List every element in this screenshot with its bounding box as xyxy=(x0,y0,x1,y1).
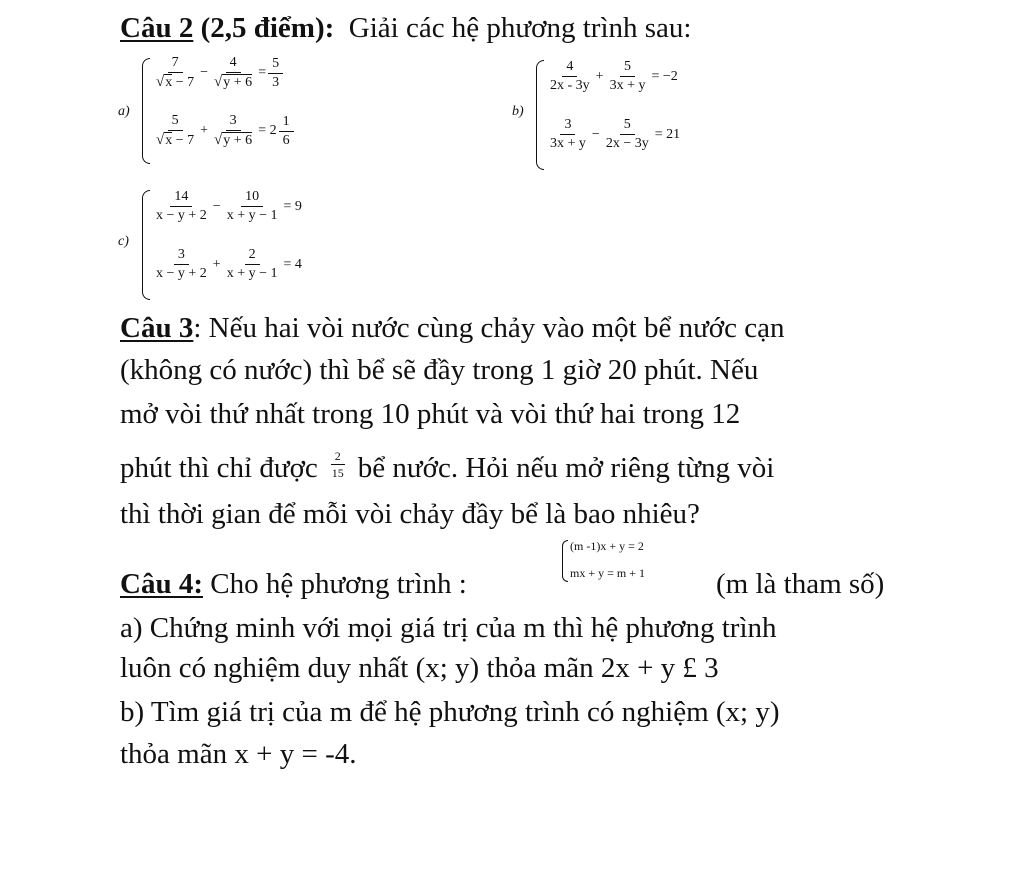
q4-heading: Câu 4: Cho hệ phương trình : xyxy=(120,568,467,600)
q4-param: (m là tham số) xyxy=(716,568,885,600)
system-b-eq1: $\frac{4}{2x - 3y}$ + $\frac{5}{3x + y}$ = −2 xyxy=(550,59,678,93)
q2-title: Câu 2 xyxy=(120,12,194,44)
q4-system-brace xyxy=(562,540,568,582)
q3-line4: phút thì chỉ được $\frac{2}{15}$ bể nước. Hỏi nếu mở riêng từng vòi xyxy=(120,448,775,484)
q4-title: Câu 4: xyxy=(120,568,203,600)
system-a-eq1: $\frac{7}{√x - 7}$ − $\frac{4}{√y + 6}$ = $\frac{5}{3}$ xyxy=(152,56,283,90)
q4-system-eq1: (m -1)x + y = 2 xyxy=(570,539,644,553)
system-c-eq1: $\frac{14}{x - y + 2}$ − $\frac{10}{x + y - 1}$ = 9 xyxy=(156,189,302,223)
system-c-eq2: $\frac{3}{x - y + 2}$ + $\frac{2}{x + y - 1}$ = 4 xyxy=(156,247,302,281)
q3-title: Câu 3 xyxy=(120,312,194,344)
system-b-eq2: $\frac{3}{3x + y}$ − $\frac{5}{2x - 3y}$ = 21 xyxy=(550,117,681,151)
q4-a-line1: a) Chứng minh với mọi giá trị của m thì hệ phương trình xyxy=(120,612,777,644)
system-b-label: b) xyxy=(512,104,524,119)
system-b-brace xyxy=(536,60,544,170)
q2-title-rest: (2,5 điểm): xyxy=(193,12,335,44)
q4-system-eq2: mx + y = m + 1 xyxy=(570,566,645,580)
q3-line5: thì thời gian để mỗi vòi chảy đầy bể là bao nhiêu? xyxy=(120,498,700,530)
system-a-brace xyxy=(142,58,150,164)
q3-fraction: $\frac{2}{15}$ xyxy=(331,448,344,480)
q3-line1: Câu 3: Nếu hai vòi nước cùng chảy vào một bể nước cạn xyxy=(120,312,785,344)
system-c-brace xyxy=(142,190,150,300)
system-c-label: c) xyxy=(118,234,129,249)
q2-heading xyxy=(120,10,691,46)
q3-line2: (không có nước) thì bể sẽ đầy trong 1 giờ 20 phút. Nếu xyxy=(120,354,759,386)
q4-a-line2: luôn có nghiệm duy nhất (x; y) thỏa mãn 2x + y £ 3 xyxy=(120,652,719,684)
q4-b-line2: thỏa mãn x + y = -4. xyxy=(120,738,357,770)
q2-intro: Giải các hệ phương trình sau: xyxy=(348,12,692,44)
q4-b-line1: b) Tìm giá trị của m để hệ phương trình có nghiệm (x; y) xyxy=(120,696,780,728)
system-a-label: a) xyxy=(118,104,130,119)
q3-line3: mở vòi thứ nhất trong 10 phút và vòi thứ hai trong 12 xyxy=(120,398,741,430)
system-a-eq2: $\frac{5}{√x - 7}$ + $\frac{3}{√y + 6}$ = 2 $\frac{1}{6}$ xyxy=(152,114,294,148)
